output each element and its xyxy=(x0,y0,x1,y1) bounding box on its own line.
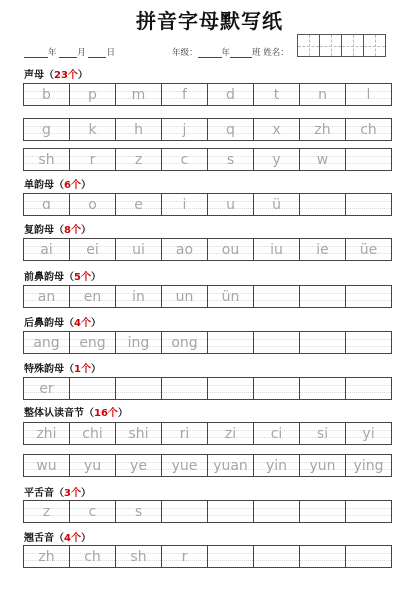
pinyin-text: l xyxy=(366,87,371,103)
writing-box[interactable] xyxy=(253,377,300,400)
writing-box[interactable] xyxy=(207,118,254,141)
writing-box[interactable] xyxy=(345,148,392,171)
name-boxes xyxy=(298,34,386,57)
writing-box[interactable] xyxy=(253,422,300,445)
section-close: ） xyxy=(80,488,91,499)
section-title: 单韵母（ xyxy=(24,180,64,191)
writing-box[interactable] xyxy=(23,377,70,400)
pinyin-text: ai xyxy=(40,242,53,258)
pinyin-text: un xyxy=(175,289,194,305)
writing-box[interactable] xyxy=(299,193,346,216)
grade-label: 年级： xyxy=(172,48,198,58)
pinyin-text: s xyxy=(134,504,143,520)
section-title: 后鼻韵母（ xyxy=(24,318,74,329)
writing-row xyxy=(24,193,392,216)
writing-box[interactable] xyxy=(207,454,254,477)
pinyin-text: z xyxy=(134,152,143,168)
writing-box[interactable] xyxy=(253,454,300,477)
pinyin-text: ao xyxy=(175,242,194,258)
writing-row xyxy=(24,118,392,141)
section-label xyxy=(24,360,101,375)
writing-box[interactable] xyxy=(115,83,162,106)
day-blank[interactable] xyxy=(88,57,106,58)
pinyin-text: c xyxy=(88,504,97,520)
pinyin-text: chi xyxy=(82,426,103,442)
section-close: ） xyxy=(90,318,101,329)
section-label xyxy=(24,176,91,191)
section-count: 6个 xyxy=(64,180,81,191)
pinyin-text: in xyxy=(132,289,145,305)
writing-box[interactable] xyxy=(299,454,346,477)
section-title: 平舌音（ xyxy=(24,488,64,499)
pinyin-text: w xyxy=(316,152,329,168)
pinyin-text: m xyxy=(131,87,146,103)
pinyin-text: yuan xyxy=(213,458,248,474)
pinyin-text: x xyxy=(272,122,281,138)
writing-box[interactable] xyxy=(115,148,162,171)
month-blank[interactable] xyxy=(59,57,77,58)
pinyin-text: r xyxy=(89,152,96,168)
pinyin-text: s xyxy=(226,152,235,168)
writing-box[interactable] xyxy=(23,83,70,106)
writing-box[interactable] xyxy=(161,331,208,354)
writing-box[interactable] xyxy=(115,118,162,141)
section-title: 前鼻韵母（ xyxy=(24,272,74,283)
writing-box[interactable] xyxy=(253,193,300,216)
section-count: 3个 xyxy=(64,488,81,499)
section-count: 23个 xyxy=(54,70,78,81)
writing-box[interactable] xyxy=(115,545,162,568)
writing-box[interactable] xyxy=(23,148,70,171)
pinyin-text: si xyxy=(316,426,329,442)
pinyin-text: ie xyxy=(316,242,329,258)
writing-box[interactable] xyxy=(161,83,208,106)
writing-row xyxy=(24,500,392,523)
pinyin-text: ch xyxy=(84,549,101,565)
pinyin-text: k xyxy=(88,122,97,138)
writing-box[interactable] xyxy=(69,148,116,171)
section-label xyxy=(24,484,91,499)
writing-box[interactable] xyxy=(207,331,254,354)
pinyin-text: zi xyxy=(224,426,237,442)
writing-box[interactable] xyxy=(161,454,208,477)
writing-box[interactable] xyxy=(253,118,300,141)
writing-box[interactable] xyxy=(115,238,162,261)
pinyin-text: en xyxy=(83,289,102,305)
pinyin-text: b xyxy=(42,87,51,103)
pinyin-text: ri xyxy=(179,426,190,442)
writing-row xyxy=(24,331,392,354)
pinyin-text: zh xyxy=(38,549,55,565)
pinyin-text: ye xyxy=(130,458,147,474)
pinyin-text: p xyxy=(88,87,97,103)
writing-box[interactable] xyxy=(161,193,208,216)
writing-box[interactable] xyxy=(253,331,300,354)
writing-row xyxy=(24,238,392,261)
writing-box[interactable] xyxy=(207,545,254,568)
writing-box[interactable] xyxy=(207,148,254,171)
writing-box[interactable] xyxy=(69,422,116,445)
section-close: ） xyxy=(80,533,91,544)
pinyin-text: o xyxy=(88,197,97,213)
writing-box[interactable] xyxy=(299,377,346,400)
pinyin-text: t xyxy=(273,87,280,103)
writing-box[interactable] xyxy=(207,285,254,308)
writing-box[interactable] xyxy=(161,377,208,400)
section-title: 整体认读音节（ xyxy=(24,408,94,419)
writing-box[interactable] xyxy=(69,285,116,308)
section-title: 特殊韵母（ xyxy=(24,364,74,375)
writing-box[interactable] xyxy=(69,500,116,523)
pinyin-text: j xyxy=(182,122,187,138)
pinyin-text: ch xyxy=(360,122,377,138)
date-field xyxy=(24,46,115,58)
pinyin-text: wu xyxy=(36,458,57,474)
pinyin-text: üe xyxy=(359,242,378,258)
pinyin-text: i xyxy=(182,197,187,213)
writing-box[interactable] xyxy=(115,454,162,477)
pinyin-text: z xyxy=(42,504,51,520)
month-label: 月 xyxy=(77,48,86,58)
writing-box[interactable] xyxy=(345,331,392,354)
writing-box[interactable] xyxy=(299,545,346,568)
writing-box[interactable] xyxy=(345,118,392,141)
writing-box[interactable] xyxy=(345,454,392,477)
pinyin-text: shi xyxy=(128,426,149,442)
pinyin-text: yu xyxy=(83,458,102,474)
writing-row xyxy=(24,377,392,400)
writing-box[interactable] xyxy=(345,500,392,523)
writing-box[interactable] xyxy=(207,500,254,523)
writing-box[interactable] xyxy=(345,377,392,400)
pinyin-text: ui xyxy=(132,242,145,258)
writing-box[interactable] xyxy=(345,285,392,308)
writing-box[interactable] xyxy=(345,545,392,568)
section-label xyxy=(24,268,101,283)
section-close: ） xyxy=(117,408,128,419)
pinyin-text: h xyxy=(134,122,143,138)
writing-box[interactable] xyxy=(161,118,208,141)
section-count: 8个 xyxy=(64,225,81,236)
pinyin-text: c xyxy=(180,152,189,168)
writing-row xyxy=(24,545,392,568)
writing-box[interactable] xyxy=(23,422,70,445)
name-box[interactable] xyxy=(363,34,386,57)
writing-box[interactable] xyxy=(345,238,392,261)
writing-box[interactable] xyxy=(115,193,162,216)
pinyin-text: ong xyxy=(171,335,198,351)
pinyin-text: ü xyxy=(272,197,281,213)
pinyin-text: n xyxy=(318,87,327,103)
section-label xyxy=(24,66,88,81)
section-label xyxy=(24,314,101,329)
writing-box[interactable] xyxy=(299,500,346,523)
writing-box[interactable] xyxy=(115,285,162,308)
year-label: 年 xyxy=(48,48,57,58)
pinyin-text: d xyxy=(226,87,235,103)
grade-blank[interactable] xyxy=(198,57,222,58)
writing-box[interactable] xyxy=(161,422,208,445)
writing-box[interactable] xyxy=(69,331,116,354)
section-label xyxy=(24,404,128,419)
writing-box[interactable] xyxy=(23,118,70,141)
writing-box[interactable] xyxy=(23,500,70,523)
grade-year-label: 年 xyxy=(221,48,231,58)
pinyin-text: eng xyxy=(79,335,106,351)
section-count: 4个 xyxy=(74,318,91,329)
writing-box[interactable] xyxy=(299,422,346,445)
page-title: 拼音字母默写纸 xyxy=(136,9,283,33)
writing-box[interactable] xyxy=(69,83,116,106)
writing-box[interactable] xyxy=(69,545,116,568)
pinyin-text: ang xyxy=(33,335,60,351)
section-close: ） xyxy=(90,272,101,283)
class-name-label: 班 姓名： xyxy=(252,48,289,58)
pinyin-text: er xyxy=(39,381,54,397)
writing-box[interactable] xyxy=(253,238,300,261)
writing-row xyxy=(24,285,392,308)
writing-box[interactable] xyxy=(299,331,346,354)
section-count: 16个 xyxy=(94,408,118,419)
section-label xyxy=(24,529,91,544)
section-close: ） xyxy=(90,364,101,375)
pinyin-text: zhi xyxy=(36,426,57,442)
pinyin-text: ɑ xyxy=(42,197,51,213)
writing-box[interactable] xyxy=(115,422,162,445)
section-close: ） xyxy=(77,70,88,81)
section-title: 翘舌音（ xyxy=(24,533,64,544)
pinyin-text: y xyxy=(272,152,281,168)
writing-box[interactable] xyxy=(299,83,346,106)
writing-box[interactable] xyxy=(253,500,300,523)
writing-box[interactable] xyxy=(253,545,300,568)
writing-box[interactable] xyxy=(253,148,300,171)
writing-box[interactable] xyxy=(253,285,300,308)
writing-box[interactable] xyxy=(299,238,346,261)
pinyin-text: q xyxy=(226,122,235,138)
writing-box[interactable] xyxy=(69,193,116,216)
name-box[interactable] xyxy=(297,34,320,57)
writing-box[interactable] xyxy=(299,285,346,308)
writing-box[interactable] xyxy=(23,331,70,354)
writing-box[interactable] xyxy=(207,193,254,216)
pinyin-text: f xyxy=(182,87,187,103)
pinyin-text: ci xyxy=(270,426,283,442)
writing-box[interactable] xyxy=(115,331,162,354)
writing-box[interactable] xyxy=(23,545,70,568)
writing-box[interactable] xyxy=(69,238,116,261)
writing-box[interactable] xyxy=(253,83,300,106)
writing-box[interactable] xyxy=(299,118,346,141)
writing-box[interactable] xyxy=(345,422,392,445)
writing-box[interactable] xyxy=(207,377,254,400)
section-count: 4个 xyxy=(64,533,81,544)
pinyin-text: yi xyxy=(362,426,375,442)
writing-box[interactable] xyxy=(345,193,392,216)
writing-box[interactable] xyxy=(69,377,116,400)
pinyin-text: yun xyxy=(309,458,336,474)
section-close: ） xyxy=(80,180,91,191)
writing-box[interactable] xyxy=(23,285,70,308)
pinyin-text: ei xyxy=(86,242,99,258)
writing-box[interactable] xyxy=(69,118,116,141)
year-blank[interactable] xyxy=(24,57,48,58)
pinyin-text: r xyxy=(181,549,188,565)
pinyin-text: sh xyxy=(38,152,55,168)
writing-row xyxy=(24,422,392,445)
pinyin-text: ying xyxy=(353,458,384,474)
grade-class-field xyxy=(172,46,289,58)
section-close: ） xyxy=(80,225,91,236)
writing-box[interactable] xyxy=(69,454,116,477)
writing-box[interactable] xyxy=(115,377,162,400)
writing-box[interactable] xyxy=(23,193,70,216)
writing-box[interactable] xyxy=(161,238,208,261)
section-count: 5个 xyxy=(74,272,91,283)
pinyin-text: yue xyxy=(171,458,198,474)
writing-row xyxy=(24,148,392,171)
pinyin-text: yin xyxy=(265,458,288,474)
writing-box[interactable] xyxy=(161,545,208,568)
writing-box[interactable] xyxy=(299,148,346,171)
writing-box[interactable] xyxy=(161,148,208,171)
writing-box[interactable] xyxy=(207,238,254,261)
pinyin-text: ing xyxy=(127,335,150,351)
name-box[interactable] xyxy=(319,34,342,57)
class-blank[interactable] xyxy=(230,57,252,58)
pinyin-text: zh xyxy=(314,122,331,138)
pinyin-text: ou xyxy=(221,242,240,258)
pinyin-text: u xyxy=(226,197,235,213)
day-label: 日 xyxy=(106,48,115,58)
pinyin-text: an xyxy=(37,289,56,305)
writing-box[interactable] xyxy=(115,500,162,523)
section-title: 声母（ xyxy=(24,70,54,81)
name-box[interactable] xyxy=(341,34,364,57)
pinyin-text: e xyxy=(134,197,143,213)
writing-box[interactable] xyxy=(345,83,392,106)
pinyin-text: iu xyxy=(270,242,283,258)
writing-row xyxy=(24,83,392,106)
writing-box[interactable] xyxy=(161,285,208,308)
section-title: 复韵母（ xyxy=(24,225,64,236)
writing-box[interactable] xyxy=(161,500,208,523)
writing-box[interactable] xyxy=(207,422,254,445)
section-label xyxy=(24,221,91,236)
pinyin-text: ün xyxy=(221,289,240,305)
pinyin-text: sh xyxy=(130,549,147,565)
writing-box[interactable] xyxy=(23,238,70,261)
section-count: 1个 xyxy=(74,364,91,375)
writing-box[interactable] xyxy=(23,454,70,477)
writing-box[interactable] xyxy=(207,83,254,106)
writing-row xyxy=(24,454,392,477)
pinyin-text: g xyxy=(42,122,51,138)
